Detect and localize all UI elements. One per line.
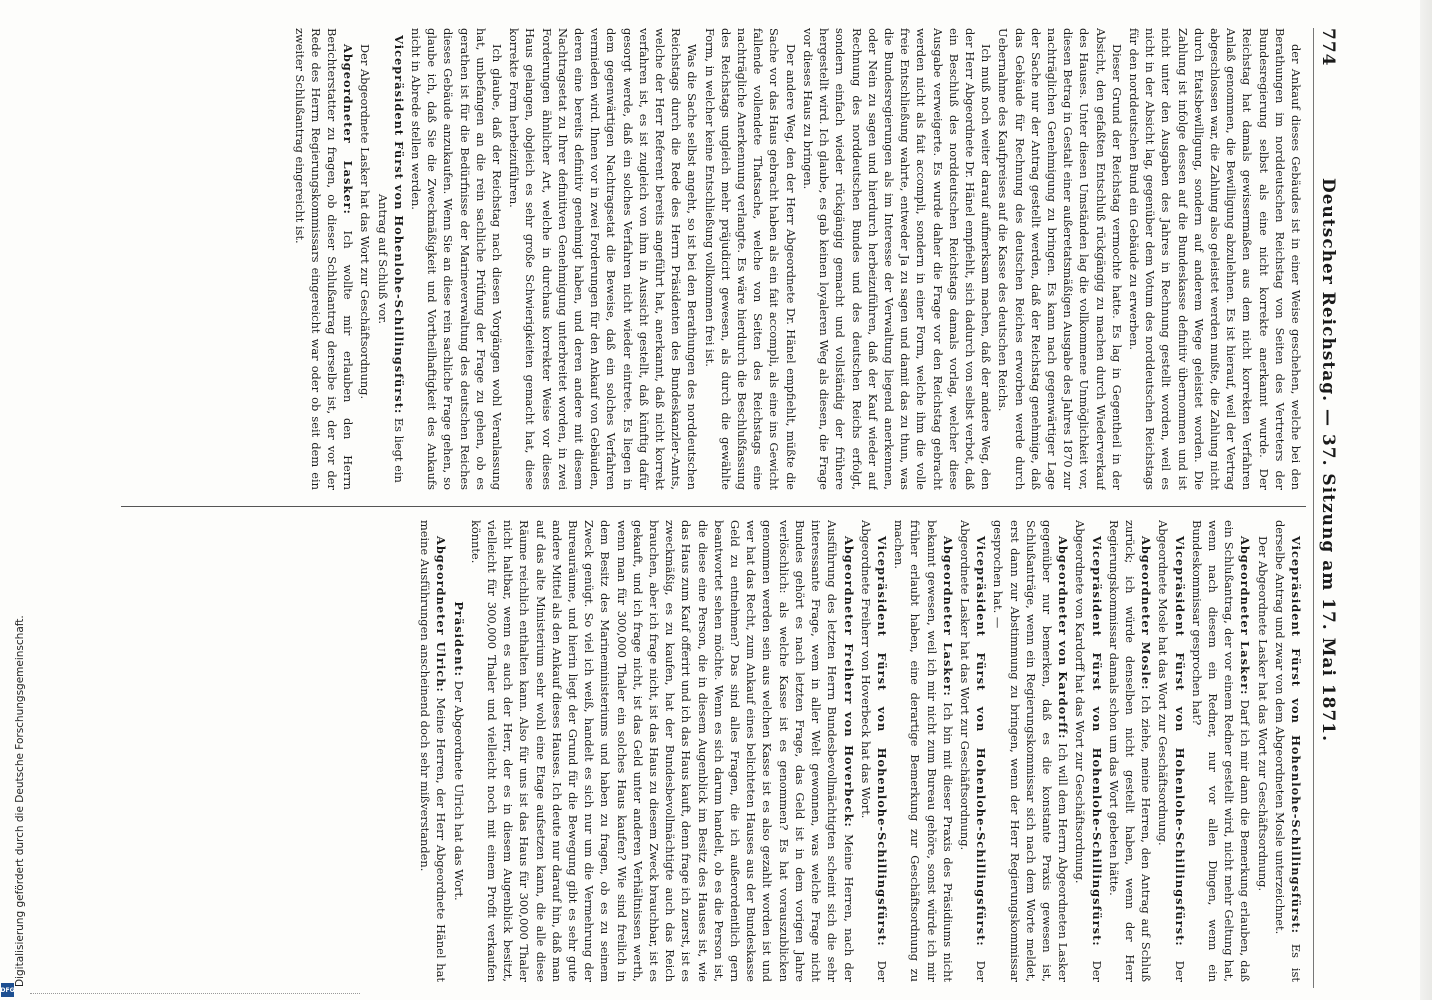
speaker-name: Präsident: xyxy=(451,601,466,677)
paragraph: Vicepräsident Fürst von Hohenlohe-Schillingsfürst: Es liegt ein Antrag auf Schluß vor. xyxy=(375,35,406,483)
paragraph: Abgeordneter Lasker: Ich bin mit dieser Praxis des Präsidiums nicht bekannt gewesen, weil ich mir nicht zum Bureau gehöre, sonst würde ich mir früher erlaubt haben, eine derartige Bemerkung zur Geschäftsordnung zu machen. xyxy=(892,520,955,982)
speaker-name: Abgeordneter Lasker: xyxy=(341,44,356,215)
paragraph: Abgeordneter Ulrich: Meine Herren, der Herr Abgeordnete Hänel hat meine Ausführungen anscheinend doch sehr mißverstanden. xyxy=(418,520,449,982)
speaker-name: Vicepräsident Fürst von Hohenlohe-Schillingsfürst: xyxy=(1089,536,1104,947)
speaker-name: Abgeordneter von Kardorff: xyxy=(1056,536,1071,740)
right-column xyxy=(119,520,1304,982)
digitization-credit: Digitalisierung gefördert durch die Deutsche Forschungsgemeinschaft. xyxy=(14,615,26,987)
paragraph: Der Abgeordnete Lasker hat das Wort zur Geschäftsordnung. xyxy=(358,44,373,400)
speaker-name: Vicepräsident Fürst von Hohenlohe-Schillingsfürst: xyxy=(1172,536,1187,947)
page-edge xyxy=(1420,0,1432,1000)
paragraph: Präsident: Der Abgeordnete Ulrich hat das Wort. xyxy=(451,601,466,901)
speaker-name: Vicepräsident Fürst von Hohenlohe-Schillingsfürst: xyxy=(874,536,889,947)
paragraph: Der Abgeordnete Lasker hat das Wort zur Geschäftsordnung. xyxy=(1255,536,1270,892)
speaker-name: Vicepräsident Fürst von Hohenlohe-Schillingsfürst: xyxy=(1289,536,1303,934)
speaker-name: Abgeordneter Ulrich: xyxy=(434,536,449,693)
paragraph: Abgeordneter Lasker: Ich wollte mir erlauben den Herrn Berichterstatter zu fragen, ob dieser Schlußantrag derselbe ist, der vor der Rede des Herrn Regierungskommissars eingereicht war oder ob seit dem ein zweiter Schlußantrag eingereicht ist. xyxy=(292,28,356,490)
paragraph: Abgeordneter Lasker: Darf ich mir dann die Bemerkung erlauben, daß ein Schlußantrag, der vor einem Redner gestellt wird, nicht mehr Geltung hat, wenn nach diesem ein Redner, nur vor allen Dingen, wenn ein Bundeskommissar gesprochen hat? xyxy=(1189,520,1253,982)
paragraph: Ich muß noch weiter darauf aufmerksam machen, daß der andere Weg, den der Herr Abgeordnete Dr. Hänel empfiehlt, sich dadurch von selbst verbot, daß ein Beschluß des norddeutschen Reichstags damals vorlag, welcher diese Ausgabe verweigerte. Es wurde daher die Frage vor den Reichstag gebracht werden nicht als fait accompli, sondern in einer Form, welche ihm die volle freie Entschließung wahrte, entweder Ja zu sagen und damit das zu thun, was die Bundesregierungen als im Interesse der Verwaltung liegend anerkennen, oder Nein zu sagen und hierdurch herbeizuführen, daß der Kauf wieder auf Rechnung des norddeutschen Bundes und des deutschen Reichs erfolgt, sondern einfach wieder rückgängig gemacht und vollständig der frühere hergestellt wird. Ich glaube, es gab keinen loyaleren Weg als diesen, die Frage vor dieses Haus zu bringen. xyxy=(800,28,994,490)
paragraph: Abgeordneter Mosle: Ich ziehe, meine Herren, den Antrag auf Schluß zurück; ich würde denselben nicht gestellt haben, wenn der Herr Regierungskommissar damals schon um das Wort gebeten hätte. xyxy=(1106,520,1154,982)
speaker-name: Vicepräsident Fürst von Hohenlohe-Schillingsfürst: xyxy=(974,536,989,947)
speaker-name: Abgeordneter Mosle: xyxy=(1139,536,1154,691)
paragraph: Was die Sache selbst angeht, so ist bei den Berathungen des norddeutschen Reichstags durch die Rede des Herrn Präsidenten des Bundeskanzler-Amts, welche der Herr Referent bereits angeführt hat, anerkannt, daß nicht korrekt verfahren ist, es ist zugleich von ihm in Aussicht gestellt, daß künftig dafür gesorgt werde, daß ein solches Verfahren nicht wieder eintrete. Es liegen in dem gegenwärtigen Nachtragsetat die Beweise, daß ein solches Verfahren vermieden wird. Ihnen vor in zwei Forderungen für den Ankauf von Gebäuden, deren eine bereits definitiv genehmigt haben, und deren andere mit diesem Nachtragsetat zu Ihrer definitiven Genehmigung unterbreitet worden, in zwei Forderungen ähnlicher Art, welche in durchaus korrekter Weise vor dieses Haus gelangen, obgleich es sehr große Schwierigkeiten gemacht hat, diese korrekte Form herbeizuführen. xyxy=(507,28,700,490)
bottom-rule xyxy=(30,993,360,998)
paragraph: Vicepräsident Fürst von Hohenlohe-Schillingsfürst: Es ist derselbe Antrag und zwar von dem Abgeordneten Mosle unterzeichnet. xyxy=(1272,520,1303,982)
left-column xyxy=(119,28,1304,490)
paragraph: Dieser Grund der Reichstag vermochte hatte. Es lag in Gegentheil in der Absicht, den gefaßten Entschluß rückgängig zu machen durch Wiederverkauf des Hauses. Unter diesen Umständen lag die vollkommene Unmöglichkeit vor, diesen Betrag in Gestalt einer außeretatsmäßigen Ausgabe des Jahres 1870 zur nachträglichen Genehmigung zu bringen. Es kann nach gegenwärtiger Lage der Sache nur der Antrag gestellt werden, daß der Reichstag genehmige, daß das Gebäude für Rechnung des deutschen Reiches erworben werde durch Uebernahme des Kaufpreises auf die Kasse des deutschen Reichs. xyxy=(996,28,1124,490)
speaker-name: Vicepräsident Fürst von Hohenlohe-Schillingsfürst: xyxy=(391,35,406,415)
paragraph: Vicepräsident Fürst von Hohenlohe-Schillingsfürst: Der Abgeordnete von Kardorff hat das Wort zur Geschäftsordnung. xyxy=(1073,520,1104,982)
paragraph: Vicepräsident Fürst von Hohenlohe-Schillingsfürst: Der Abgeordnete Lasker hat das Wort zur Geschäftsordnung. xyxy=(957,520,989,982)
page-header xyxy=(1313,28,1340,988)
page-number: 774 xyxy=(1318,28,1338,67)
paragraph: Ich glaube, daß der Reichstag nach diesen Vorgängen wohl Veranlassung hat, unbefangen an die rein sachliche Prüfung der Frage zu gehen, ob es gerathen ist für die Bedürfnisse der Marineverwaltung des deutschen Reiches dieses Gebäude anzukaufen. Wenn Sie an diese rein sachliche Frage gehen, so glaube ich, daß Sie die Zweckmäßigkeit und Vortheilhaftigkeit des Ankaufs nicht in Abrede stellen werden. xyxy=(409,28,505,490)
running-title: Deutscher Reichstag. — 37. Sitzung am 17. Mai 1871. xyxy=(1318,178,1338,743)
paragraph: Der andere Weg, den der Herr Abgeordnete Dr. Hänel empfiehlt, müßte die Sache vor das Haus gebracht haben als ein fait accompli, als eine ins Gewicht fallende vollendete Thatsache, welche von Seiten des Reichstags eine nachträgliche Anerkennung verlangte. Es wäre hierdurch die Beschlußfassung des Reichstags ungleich mehr präjudicirt gewesen, als durch die gewählte Form, in welcher keine Entschließung vollkommen frei ist. xyxy=(702,28,798,490)
speaker-name: Abgeordneter Freiherr von Hoverbeck: xyxy=(841,536,856,828)
paragraph: Abgeordneter Freiherr von Hoverbeck: Meine Herren, nach der Ausführung des letzten Herrn Bundesbevollmächtigten scheint sich die sehr interessante Frage, wem in aller Welt gewonnen, was welche Frage nicht Bundes gehört es nach letzten Frage, das Geld ist in dem vorigen Jahre verlöschlich: als welche Kasse ist es genommen? Es hat vorauszublicken genommen werden sein aus welchen Kasse ist es also gezahlt worden ist und wer hat das Recht, zum Ankauf eines belichteten Hauses aus der Bundeskasse Geld zu entnehmen? Das sind alles Fragen, die ich außerordentlich gern beantwortet sehen möchte. Wenn es sich darum handelt, ob es die Person ist, die diese eine Person, die in diesem Augenblick im Besitz des Hauses ist, wie das Haus zum Kauf offerirt und ich das Haus kauft, denn frage ich zuerst, ist es zweckmäßig, es zu kaufen, hat der Bundesbevollmächtigte auch das Reich brauchen, aber ich frage nicht, ist das Haus zu diesem Zweck brauchbar, ist es gekauft, und ich frage nicht, ist das Geld unter anderen Verhältnissen werth, wenn man für 300,000 Thaler ein solches Haus kaufen? Wie sind freilich in dem Besitz des Marineministeriums und haben zu fragen, ob es zu seinem Zweck genügt. So viel ich weiß, handelt es sich nur um die Vermehrung der Bureauräume, und hierin liegt der Grund für die Bewegung gibt es sehr gute andere Mittel als den Ankauf dieses Hauses. Ich deute nur darauf hin, daß man auf das alte Ministerium sehr wohl eine Etage aufsetzen kann, die alle diese Räume reichlich enthalten kann. Also für uns ist das Haus für 300,000 Thaler nicht haltbar, wenn es auch der Herr, der es in diesem Augenblick besitzt, vielleicht für 300,000 Thaler und vielleicht noch mit einem Profit verkaufen könnte. xyxy=(468,520,856,982)
column-divider xyxy=(121,506,1306,507)
page-content xyxy=(110,28,1340,988)
speaker-name: Abgeordneter Lasker: xyxy=(1238,536,1253,696)
speaker-name: Abgeordneter Lasker: xyxy=(940,536,955,697)
paragraph: Abgeordneter von Kardorff: Ich will dem Herrn Abgeordneten Lasker gegenüber nur bemerken, daß es die konstante Praxis gewesen ist, Schlußanträge, wenn ein Regierungskommissar sich nach dem Worte meldet, erst dann zur Abstimmung zu bringen, wenn der Herr Regierungskommissar gesprochen hat. — xyxy=(991,520,1071,982)
paragraph: Vicepräsident Fürst von Hohenlohe-Schillingsfürst: Der Abgeordnete Mosle hat das Wort zur Geschäftsordnung. xyxy=(1156,520,1187,982)
dfg-logo: DFG xyxy=(1,983,14,997)
paragraph: der Ankauf dieses Gebäudes ist in einer Weise geschehen, welche bei den Berathungen im norddeutschen Reichstag von Seiten des Vertreters der Bundesregierung selbst als eine nicht korrekte anerkannt wurde. Der Reichstag hat damals gewissermaßen aus dem nicht korrekten Verfahren Anlaß genommen, die Bewilligung abzulehnen. Es ist hierauf, weil der Vertrag abgeschlossen war, die Zahlung also geleistet werden mußte, die Zahlung nicht durch Etatsbewilligung, sondern auf anderem Wege geleistet worden. Die Zahlung ist infolge dessen auf die Bundeskasse definitiv übernommen und ist nicht unter den Ausgaben des Jahres in Rechnung gestellt worden, weil es nicht in der Absicht lag, gegenüber dem Votum des norddeutschen Reichstags für den norddeutschen Bund ein Gebäude zu erwerben. xyxy=(1126,28,1303,490)
paragraph: Vicepräsident Fürst von Hohenlohe-Schillingsfürst: Der Abgeordnete Freiherr von Hoverbeck hat das Wort. xyxy=(858,520,889,982)
